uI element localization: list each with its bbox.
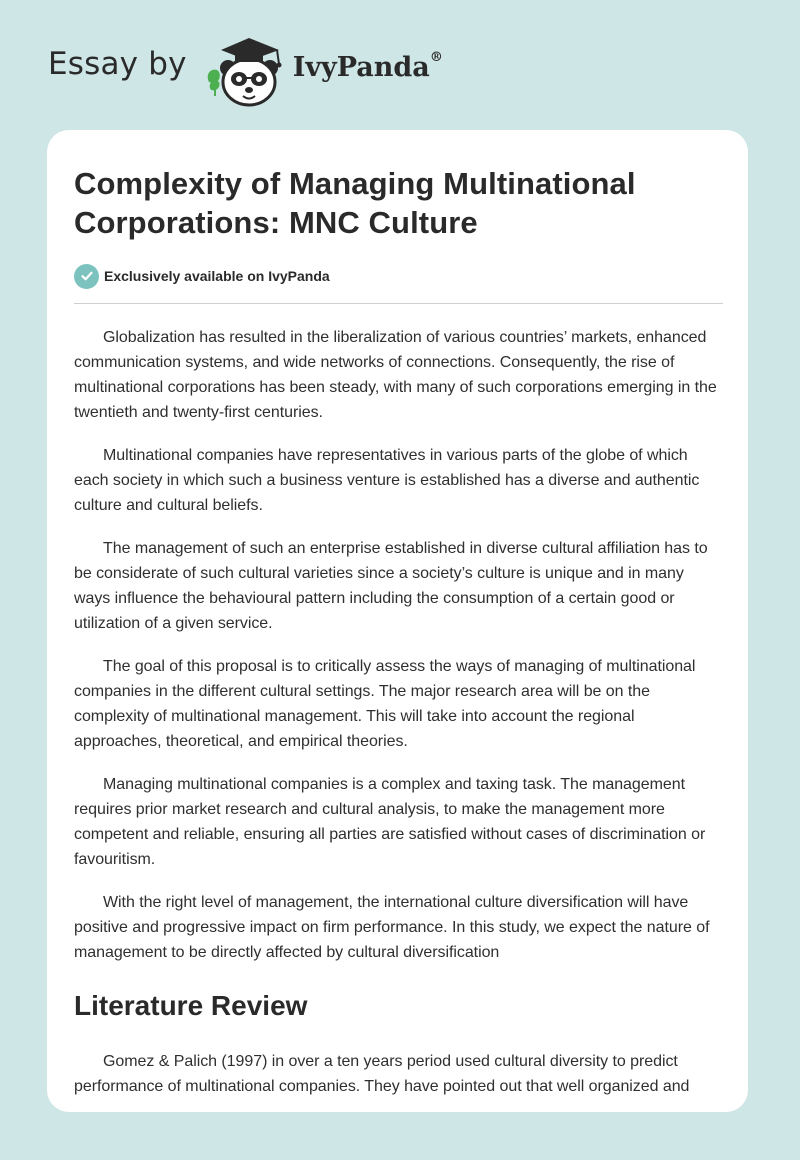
section-heading: Literature Review bbox=[74, 990, 308, 1021]
paragraph: Multinational companies have representatives in various parts of the globe of which each society in which such a business venture is established has a diverse and authentic culture and cultural beliefs. bbox=[74, 447, 700, 514]
essay-by-label: Essay by bbox=[48, 46, 187, 82]
panda-graduate-logo-icon[interactable] bbox=[201, 30, 297, 110]
paragraph: Globalization has resulted in the liberalization of various countries’ markets, enhanced communication systems, and wide networks of connections. Consequently, the rise of multinational corporations has been steady, with many of such corporations emerging in the twentieth and twenty-first centuries. bbox=[74, 329, 717, 421]
title-divider bbox=[74, 303, 723, 304]
brand-name[interactable] bbox=[292, 49, 443, 83]
exclusive-badge-label: Exclusively available on IvyPanda bbox=[104, 268, 330, 284]
paragraph: The goal of this proposal is to critically assess the ways of managing of multinational companies in the different cultural settings. The major research area will be on the complexity of multinational management. This will take into account the regional approaches, theoretical, and empirical theories. bbox=[74, 658, 696, 750]
paragraph: Gomez & Palich (1997) in over a ten years period used cultural diversity to predict performance of multinational companies. They have pointed out that well organized and bbox=[74, 1053, 690, 1095]
brand-wordmark: IvyPanda bbox=[292, 51, 430, 83]
trademark-symbol: ® bbox=[429, 49, 443, 65]
paragraph: The management of such an enterprise established in diverse cultural affiliation has to be considerate of such cultural varieties since a society’s culture is unique and in many ways influence the behavioural pattern including the consumption of a certain good or utilization of a given service. bbox=[74, 540, 708, 632]
essay-title: Complexity of Managing Multinational Corporations: MNC Culture bbox=[74, 166, 636, 240]
exclusive-badge bbox=[74, 263, 724, 289]
check-circle-icon bbox=[74, 264, 99, 289]
essay-body bbox=[74, 325, 724, 1099]
essay-card bbox=[47, 130, 748, 1112]
paragraph: With the right level of management, the international culture diversification will have positive and progressive impact on firm performance. In this study, we expect the nature of management to be directly affected by cultural diversification bbox=[74, 894, 710, 961]
site-header bbox=[48, 30, 443, 110]
essay-content bbox=[74, 164, 724, 1112]
paragraph: Managing multinational companies is a complex and taxing task. The management requires prior market research and cultural analysis, to make the management more competent and reliable, ensuring all parties are satisfied without cases of discrimination or favouritism. bbox=[74, 776, 706, 868]
